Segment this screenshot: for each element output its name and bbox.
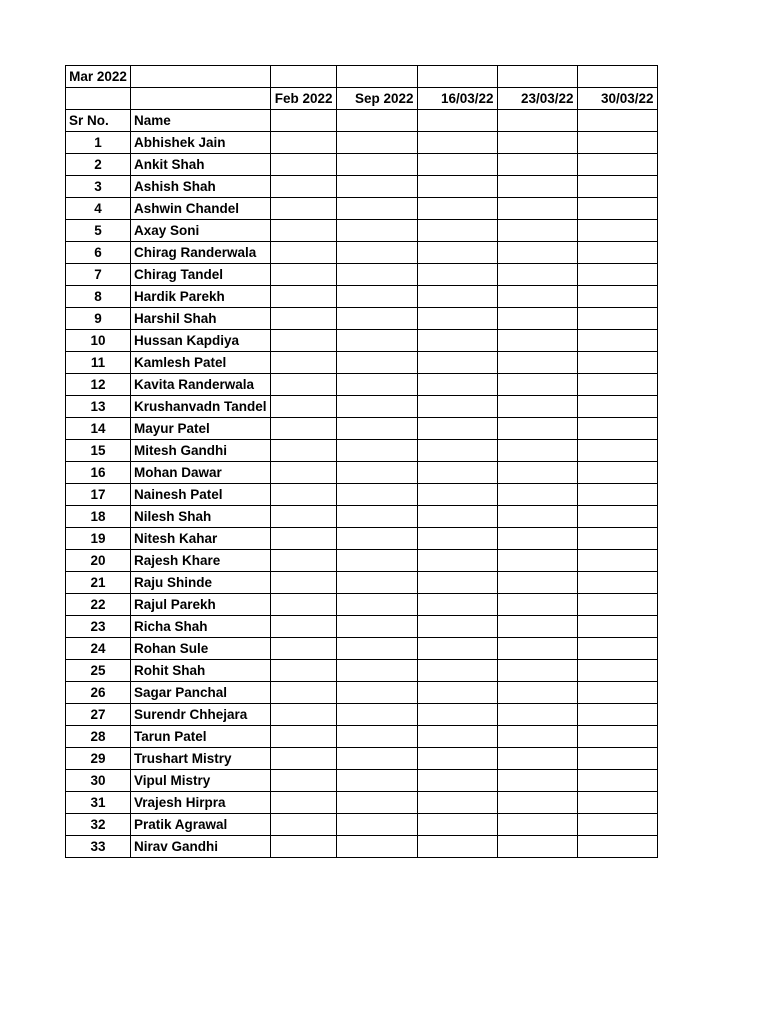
attendance-cell xyxy=(497,220,577,242)
attendance-cell xyxy=(270,352,336,374)
attendance-cell xyxy=(497,528,577,550)
sr-no-cell: 13 xyxy=(66,396,131,418)
attendance-cell xyxy=(577,396,657,418)
attendance-cell xyxy=(336,154,417,176)
table-row xyxy=(66,616,658,638)
attendance-cell xyxy=(577,264,657,286)
attendance-cell xyxy=(336,528,417,550)
name-cell: Rajesh Khare xyxy=(131,550,271,572)
attendance-cell xyxy=(417,220,497,242)
attendance-cell xyxy=(417,682,497,704)
name-cell: Krushanvadn Tandel xyxy=(131,396,271,418)
sr-no-cell: 11 xyxy=(66,352,131,374)
attendance-cell xyxy=(577,550,657,572)
attendance-cell xyxy=(497,242,577,264)
table-row xyxy=(66,814,658,836)
month-row xyxy=(66,66,658,88)
empty-cell xyxy=(270,110,336,132)
attendance-cell xyxy=(497,550,577,572)
attendance-cell xyxy=(336,550,417,572)
attendance-cell xyxy=(417,770,497,792)
attendance-cell xyxy=(336,286,417,308)
table-row xyxy=(66,550,658,572)
sr-no-cell: 18 xyxy=(66,506,131,528)
attendance-cell xyxy=(270,660,336,682)
attendance-cell xyxy=(417,616,497,638)
sr-no-cell: 5 xyxy=(66,220,131,242)
attendance-cell xyxy=(577,704,657,726)
attendance-cell xyxy=(497,286,577,308)
attendance-cell xyxy=(336,770,417,792)
attendance-cell xyxy=(577,660,657,682)
attendance-cell xyxy=(497,814,577,836)
sr-no-cell: 16 xyxy=(66,462,131,484)
table-row xyxy=(66,132,658,154)
name-header: Name xyxy=(131,110,271,132)
attendance-cell xyxy=(270,836,336,858)
empty-cell xyxy=(417,66,497,88)
attendance-cell xyxy=(417,638,497,660)
sr-no-cell: 23 xyxy=(66,616,131,638)
attendance-cell xyxy=(417,352,497,374)
attendance-cell xyxy=(270,792,336,814)
attendance-cell xyxy=(497,308,577,330)
attendance-cell xyxy=(497,792,577,814)
attendance-cell xyxy=(497,264,577,286)
sr-no-cell: 22 xyxy=(66,594,131,616)
name-cell: Raju Shinde xyxy=(131,572,271,594)
attendance-cell xyxy=(417,198,497,220)
attendance-cell xyxy=(270,176,336,198)
attendance-cell xyxy=(497,660,577,682)
table-row xyxy=(66,374,658,396)
attendance-cell xyxy=(577,418,657,440)
attendance-cell xyxy=(336,594,417,616)
sr-no-cell: 31 xyxy=(66,792,131,814)
attendance-cell xyxy=(336,792,417,814)
attendance-cell xyxy=(270,638,336,660)
name-cell: Axay Soni xyxy=(131,220,271,242)
table-row xyxy=(66,748,658,770)
attendance-cell xyxy=(577,572,657,594)
table-row xyxy=(66,176,658,198)
name-cell: Vrajesh Hirpra xyxy=(131,792,271,814)
table-row xyxy=(66,286,658,308)
sr-no-cell: 27 xyxy=(66,704,131,726)
attendance-cell xyxy=(270,198,336,220)
attendance-cell xyxy=(577,176,657,198)
attendance-cell xyxy=(497,198,577,220)
sr-no-cell: 32 xyxy=(66,814,131,836)
attendance-cell xyxy=(577,726,657,748)
table-row xyxy=(66,242,658,264)
attendance-cell xyxy=(417,704,497,726)
empty-cell xyxy=(270,66,336,88)
attendance-cell xyxy=(270,462,336,484)
table-row xyxy=(66,198,658,220)
attendance-cell xyxy=(336,814,417,836)
table-row xyxy=(66,484,658,506)
name-cell: Mayur Patel xyxy=(131,418,271,440)
attendance-cell xyxy=(577,528,657,550)
attendance-cell xyxy=(497,572,577,594)
attendance-cell xyxy=(270,132,336,154)
attendance-cell xyxy=(417,176,497,198)
attendance-cell xyxy=(270,330,336,352)
attendance-cell xyxy=(270,616,336,638)
name-cell: Richa Shah xyxy=(131,616,271,638)
attendance-cell xyxy=(270,242,336,264)
attendance-cell xyxy=(497,704,577,726)
name-cell: Kamlesh Patel xyxy=(131,352,271,374)
table-row xyxy=(66,528,658,550)
attendance-cell xyxy=(270,418,336,440)
attendance-cell xyxy=(336,308,417,330)
attendance-cell xyxy=(336,462,417,484)
attendance-cell xyxy=(577,484,657,506)
name-cell: Rohit Shah xyxy=(131,660,271,682)
attendance-cell xyxy=(577,154,657,176)
attendance-cell xyxy=(577,748,657,770)
attendance-cell xyxy=(417,506,497,528)
attendance-cell xyxy=(577,374,657,396)
attendance-cell xyxy=(270,286,336,308)
attendance-cell xyxy=(336,176,417,198)
attendance-cell xyxy=(497,374,577,396)
empty-cell xyxy=(131,88,271,110)
attendance-cell xyxy=(497,748,577,770)
name-cell: Nirav Gandhi xyxy=(131,836,271,858)
attendance-cell xyxy=(336,374,417,396)
name-cell: Pratik Agrawal xyxy=(131,814,271,836)
attendance-cell xyxy=(336,418,417,440)
month-label: Mar 2022 xyxy=(66,66,131,88)
attendance-cell xyxy=(497,726,577,748)
sr-no-cell: 17 xyxy=(66,484,131,506)
table-row xyxy=(66,220,658,242)
table-row xyxy=(66,462,658,484)
sr-no-cell: 4 xyxy=(66,198,131,220)
attendance-cell xyxy=(270,396,336,418)
attendance-cell xyxy=(270,814,336,836)
attendance-cell xyxy=(417,572,497,594)
attendance-cell xyxy=(497,440,577,462)
attendance-cell xyxy=(577,770,657,792)
sr-no-cell: 15 xyxy=(66,440,131,462)
attendance-cell xyxy=(336,572,417,594)
sr-no-header: Sr No. xyxy=(66,110,131,132)
empty-cell xyxy=(66,88,131,110)
name-cell: Nilesh Shah xyxy=(131,506,271,528)
name-cell: Mitesh Gandhi xyxy=(131,440,271,462)
attendance-cell xyxy=(497,770,577,792)
attendance-cell xyxy=(417,528,497,550)
table-row xyxy=(66,638,658,660)
attendance-cell xyxy=(577,462,657,484)
sr-no-cell: 7 xyxy=(66,264,131,286)
attendance-cell xyxy=(497,638,577,660)
attendance-cell xyxy=(270,484,336,506)
name-cell: Nainesh Patel xyxy=(131,484,271,506)
attendance-cell xyxy=(336,396,417,418)
attendance-cell xyxy=(336,440,417,462)
attendance-cell xyxy=(270,506,336,528)
attendance-cell xyxy=(577,792,657,814)
attendance-cell xyxy=(497,462,577,484)
table-row xyxy=(66,330,658,352)
sr-no-cell: 24 xyxy=(66,638,131,660)
empty-cell xyxy=(497,110,577,132)
attendance-cell xyxy=(577,286,657,308)
sr-no-cell: 28 xyxy=(66,726,131,748)
attendance-cell xyxy=(417,308,497,330)
attendance-cell xyxy=(417,132,497,154)
attendance-cell xyxy=(497,330,577,352)
attendance-cell xyxy=(417,264,497,286)
attendance-cell xyxy=(270,440,336,462)
attendance-cell xyxy=(497,352,577,374)
attendance-cell xyxy=(497,616,577,638)
name-cell: Kavita Randerwala xyxy=(131,374,271,396)
sr-no-cell: 14 xyxy=(66,418,131,440)
table-row xyxy=(66,264,658,286)
attendance-cell xyxy=(417,814,497,836)
empty-cell xyxy=(336,66,417,88)
sr-no-cell: 1 xyxy=(66,132,131,154)
attendance-cell xyxy=(577,220,657,242)
name-cell: Vipul Mistry xyxy=(131,770,271,792)
attendance-cell xyxy=(336,352,417,374)
name-cell: Sagar Panchal xyxy=(131,682,271,704)
sr-no-cell: 33 xyxy=(66,836,131,858)
attendance-cell xyxy=(336,748,417,770)
attendance-cell xyxy=(577,814,657,836)
attendance-cell xyxy=(336,198,417,220)
attendance-sheet xyxy=(65,65,658,858)
sr-no-cell: 21 xyxy=(66,572,131,594)
attendance-cell xyxy=(336,484,417,506)
sr-no-cell: 10 xyxy=(66,330,131,352)
table-row xyxy=(66,660,658,682)
name-cell: Rohan Sule xyxy=(131,638,271,660)
name-cell: Ashish Shah xyxy=(131,176,271,198)
sr-no-cell: 19 xyxy=(66,528,131,550)
attendance-cell xyxy=(417,836,497,858)
attendance-cell xyxy=(417,242,497,264)
attendance-cell xyxy=(497,506,577,528)
attendance-cell xyxy=(497,396,577,418)
attendance-cell xyxy=(577,616,657,638)
attendance-cell xyxy=(336,616,417,638)
attendance-cell xyxy=(270,220,336,242)
empty-cell xyxy=(336,110,417,132)
attendance-cell xyxy=(417,396,497,418)
attendance-cell xyxy=(270,770,336,792)
name-cell: Rajul Parekh xyxy=(131,594,271,616)
attendance-cell xyxy=(417,440,497,462)
attendance-cell xyxy=(577,352,657,374)
attendance-cell xyxy=(417,726,497,748)
attendance-cell xyxy=(497,484,577,506)
sr-no-cell: 26 xyxy=(66,682,131,704)
attendance-cell xyxy=(270,704,336,726)
name-cell: Tarun Patel xyxy=(131,726,271,748)
attendance-cell xyxy=(270,594,336,616)
name-cell: Ashwin Chandel xyxy=(131,198,271,220)
attendance-cell xyxy=(336,726,417,748)
table-row xyxy=(66,682,658,704)
attendance-cell xyxy=(336,242,417,264)
attendance-cell xyxy=(497,132,577,154)
attendance-cell xyxy=(336,682,417,704)
attendance-cell xyxy=(417,462,497,484)
attendance-cell xyxy=(417,792,497,814)
date-header-feb-2022: Feb 2022 xyxy=(270,88,336,110)
date-header-30-03-22: 30/03/22 xyxy=(577,88,657,110)
sr-no-cell: 25 xyxy=(66,660,131,682)
attendance-cell xyxy=(336,660,417,682)
attendance-cell xyxy=(497,154,577,176)
table-row xyxy=(66,572,658,594)
table-row xyxy=(66,308,658,330)
table-row xyxy=(66,440,658,462)
attendance-cell xyxy=(270,572,336,594)
attendance-cell xyxy=(270,528,336,550)
attendance-cell xyxy=(417,154,497,176)
table-row xyxy=(66,836,658,858)
table-row xyxy=(66,418,658,440)
attendance-cell xyxy=(417,374,497,396)
empty-cell xyxy=(417,110,497,132)
sr-no-cell: 3 xyxy=(66,176,131,198)
date-header-sep-2022: Sep 2022 xyxy=(336,88,417,110)
attendance-cell xyxy=(577,594,657,616)
table-row xyxy=(66,792,658,814)
table-row xyxy=(66,396,658,418)
attendance-cell xyxy=(336,704,417,726)
sr-no-cell: 29 xyxy=(66,748,131,770)
attendance-cell xyxy=(417,330,497,352)
name-cell: Harshil Shah xyxy=(131,308,271,330)
sheet-body xyxy=(66,66,658,858)
attendance-cell xyxy=(336,264,417,286)
attendance-cell xyxy=(577,132,657,154)
attendance-cell xyxy=(336,506,417,528)
attendance-cell xyxy=(336,220,417,242)
name-cell: Nitesh Kahar xyxy=(131,528,271,550)
attendance-cell xyxy=(336,132,417,154)
date-header-row xyxy=(66,88,658,110)
attendance-cell xyxy=(270,550,336,572)
attendance-cell xyxy=(336,330,417,352)
empty-cell xyxy=(497,66,577,88)
attendance-cell xyxy=(497,682,577,704)
attendance-cell xyxy=(577,198,657,220)
empty-cell xyxy=(577,66,657,88)
name-cell: Chirag Randerwala xyxy=(131,242,271,264)
table-row xyxy=(66,506,658,528)
attendance-cell xyxy=(417,594,497,616)
name-cell: Hardik Parekh xyxy=(131,286,271,308)
attendance-cell xyxy=(417,550,497,572)
sr-no-cell: 8 xyxy=(66,286,131,308)
name-cell: Ankit Shah xyxy=(131,154,271,176)
attendance-cell xyxy=(270,374,336,396)
attendance-cell xyxy=(577,330,657,352)
name-cell: Trushart Mistry xyxy=(131,748,271,770)
name-cell: Abhishek Jain xyxy=(131,132,271,154)
attendance-cell xyxy=(417,418,497,440)
sr-no-cell: 30 xyxy=(66,770,131,792)
empty-cell xyxy=(577,110,657,132)
sr-no-cell: 9 xyxy=(66,308,131,330)
date-header-23-03-22: 23/03/22 xyxy=(497,88,577,110)
attendance-cell xyxy=(336,836,417,858)
attendance-cell xyxy=(497,836,577,858)
attendance-cell xyxy=(577,682,657,704)
name-cell: Chirag Tandel xyxy=(131,264,271,286)
sr-no-cell: 2 xyxy=(66,154,131,176)
empty-cell xyxy=(131,66,271,88)
column-header-row xyxy=(66,110,658,132)
attendance-cell xyxy=(270,748,336,770)
table-row xyxy=(66,352,658,374)
attendance-cell xyxy=(577,638,657,660)
attendance-cell xyxy=(577,440,657,462)
attendance-cell xyxy=(270,726,336,748)
attendance-cell xyxy=(577,242,657,264)
table-row xyxy=(66,154,658,176)
attendance-cell xyxy=(417,286,497,308)
sr-no-cell: 6 xyxy=(66,242,131,264)
attendance-cell xyxy=(270,264,336,286)
table-row xyxy=(66,726,658,748)
sr-no-cell: 12 xyxy=(66,374,131,396)
attendance-cell xyxy=(270,154,336,176)
attendance-cell xyxy=(577,836,657,858)
sr-no-cell: 20 xyxy=(66,550,131,572)
name-cell: Mohan Dawar xyxy=(131,462,271,484)
attendance-cell xyxy=(497,176,577,198)
date-header-16-03-22: 16/03/22 xyxy=(417,88,497,110)
attendance-cell xyxy=(577,308,657,330)
attendance-cell xyxy=(417,748,497,770)
attendance-cell xyxy=(577,506,657,528)
attendance-cell xyxy=(497,418,577,440)
attendance-cell xyxy=(270,308,336,330)
table-row xyxy=(66,704,658,726)
attendance-cell xyxy=(417,660,497,682)
attendance-cell xyxy=(270,682,336,704)
attendance-cell xyxy=(497,594,577,616)
attendance-cell xyxy=(417,484,497,506)
attendance-cell xyxy=(336,638,417,660)
table-row xyxy=(66,770,658,792)
table-row xyxy=(66,594,658,616)
name-cell: Surendr Chhejara xyxy=(131,704,271,726)
name-cell: Hussan Kapdiya xyxy=(131,330,271,352)
